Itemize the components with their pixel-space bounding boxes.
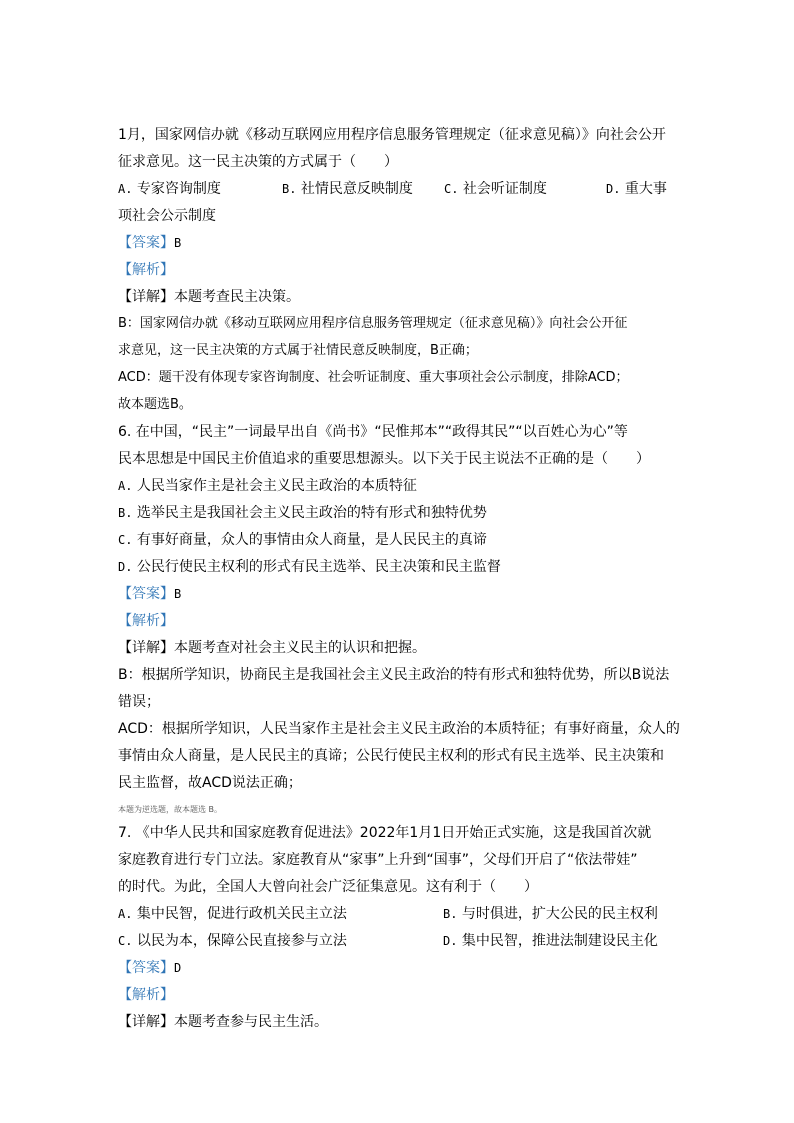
q5-stem-line1: 1月，国家网信办就《移动互联网应用程序信息服务管理规定（征求意见稿）》向社会公开 [118, 127, 666, 143]
q5-option-b: B. 社情民意反映制度 [282, 181, 413, 197]
q5-option-d: D. 重大事 [606, 181, 667, 197]
q6-explain-4: 事情由众人商量，是人民民主的真谛；公民行使民主权利的形式有民主选举、民主决策和 [118, 748, 664, 764]
q6-explain-1: B：根据所学知识，协商民主是我国社会主义民主政治的特有形式和独特优势，所以B说法 [118, 667, 670, 683]
q5-option-d-cont: 项社会公示制度 [118, 208, 216, 224]
q5-explain-4: 故本题选B。 [118, 397, 192, 412]
q6-stem-line1: 6. 在中国，“民主”一词最早出自《尚书》“民惟邦本”“政得其民”“以百姓心为心”等 [118, 424, 628, 440]
q7-detail: 【详解】本题考查参与民主生活。 [118, 1014, 328, 1030]
q7-option-b: B. 与时俱进，扩大公民的民主权利 [443, 906, 658, 922]
q6-explain-2: 错误； [118, 694, 160, 710]
q6-explain-3: ACD：根据所学知识，人民当家作主是社会主义民主政治的本质特征；有事好商量，众人的 [118, 721, 680, 737]
q5-stem-line2: 征求意见。这一民主决策的方式属于（ ） [118, 154, 398, 170]
q6-analysis-tag: 【解析】 [118, 613, 174, 629]
q5-explain-1: B：国家网信办就《移动互联网应用程序信息服务管理规定（征求意见稿）》向社会公开征 [118, 316, 628, 331]
answer-tag: 【答案】 [118, 235, 174, 251]
q5-explain-2: 求意见，这一民主决策的方式属于社情民意反映制度，B正确； [118, 343, 478, 358]
q6-answer [118, 585, 181, 603]
q6-detail: 【详解】本题考查对社会主义民主的认识和把握。 [118, 640, 426, 656]
q7-option-d: D. 集中民智，推进法制建设民主化 [443, 933, 658, 949]
q7-option-c: C. 以民为本，保障公民直接参与立法 [118, 933, 347, 949]
q7-answer [118, 959, 181, 977]
q6-option-d: D. 公民行使民主权利的形式有民主选举、民主决策和民主监督 [118, 559, 501, 575]
answer-value: D [174, 961, 182, 975]
answer-tag: 【答案】 [118, 586, 174, 602]
q6-explain-5: 民主监督，故ACD说法正确； [118, 775, 302, 791]
answer-value: B [174, 236, 182, 250]
q5-detail: 【详解】本题考查民主决策。 [118, 289, 300, 305]
q7-option-a: A. 集中民智，促进行政机关民主立法 [118, 906, 347, 922]
q6-option-b: B. 选举民主是我国社会主义民主政治的特有形式和独特优势 [118, 505, 487, 521]
q7-stem-line2: 家庭教育进行专门立法。家庭教育从“家事”上升到“国事”，父母们开启了“依法带娃” [118, 852, 638, 868]
answer-tag: 【答案】 [118, 960, 174, 976]
q7-stem-line1: 7. 《中华人民共和国家庭教育促进法》2022年1月1日开始正式实施，这是我国首次就 [118, 825, 652, 841]
q6-footnote: 本题为逆选题，故本题选 B。 [118, 805, 223, 814]
q7-analysis-tag: 【解析】 [118, 987, 174, 1003]
q6-option-a: A. 人民当家作主是社会主义民主政治的本质特征 [118, 478, 417, 494]
q6-stem-line2: 民本思想是中国民主价值追求的重要思想源头。以下关于民主说法不正确的是（ ） [118, 451, 650, 467]
q5-explain-3: ACD：题干没有体现专家咨询制度、社会听证制度、重大事项社会公示制度，排除ACD； [118, 370, 629, 385]
q5-answer [118, 234, 181, 252]
q5-analysis-tag: 【解析】 [118, 262, 174, 278]
q7-stem-line3: 的时代。为此，全国人大曾向社会广泛征集意见。这有利于（ ） [118, 879, 538, 895]
answer-value: B [174, 587, 182, 601]
q6-option-c: C. 有事好商量，众人的事情由众人商量，是人民民主的真谛 [118, 532, 487, 548]
q5-option-c: C. 社会听证制度 [444, 181, 547, 197]
q5-option-a: A. 专家咨询制度 [118, 181, 221, 197]
